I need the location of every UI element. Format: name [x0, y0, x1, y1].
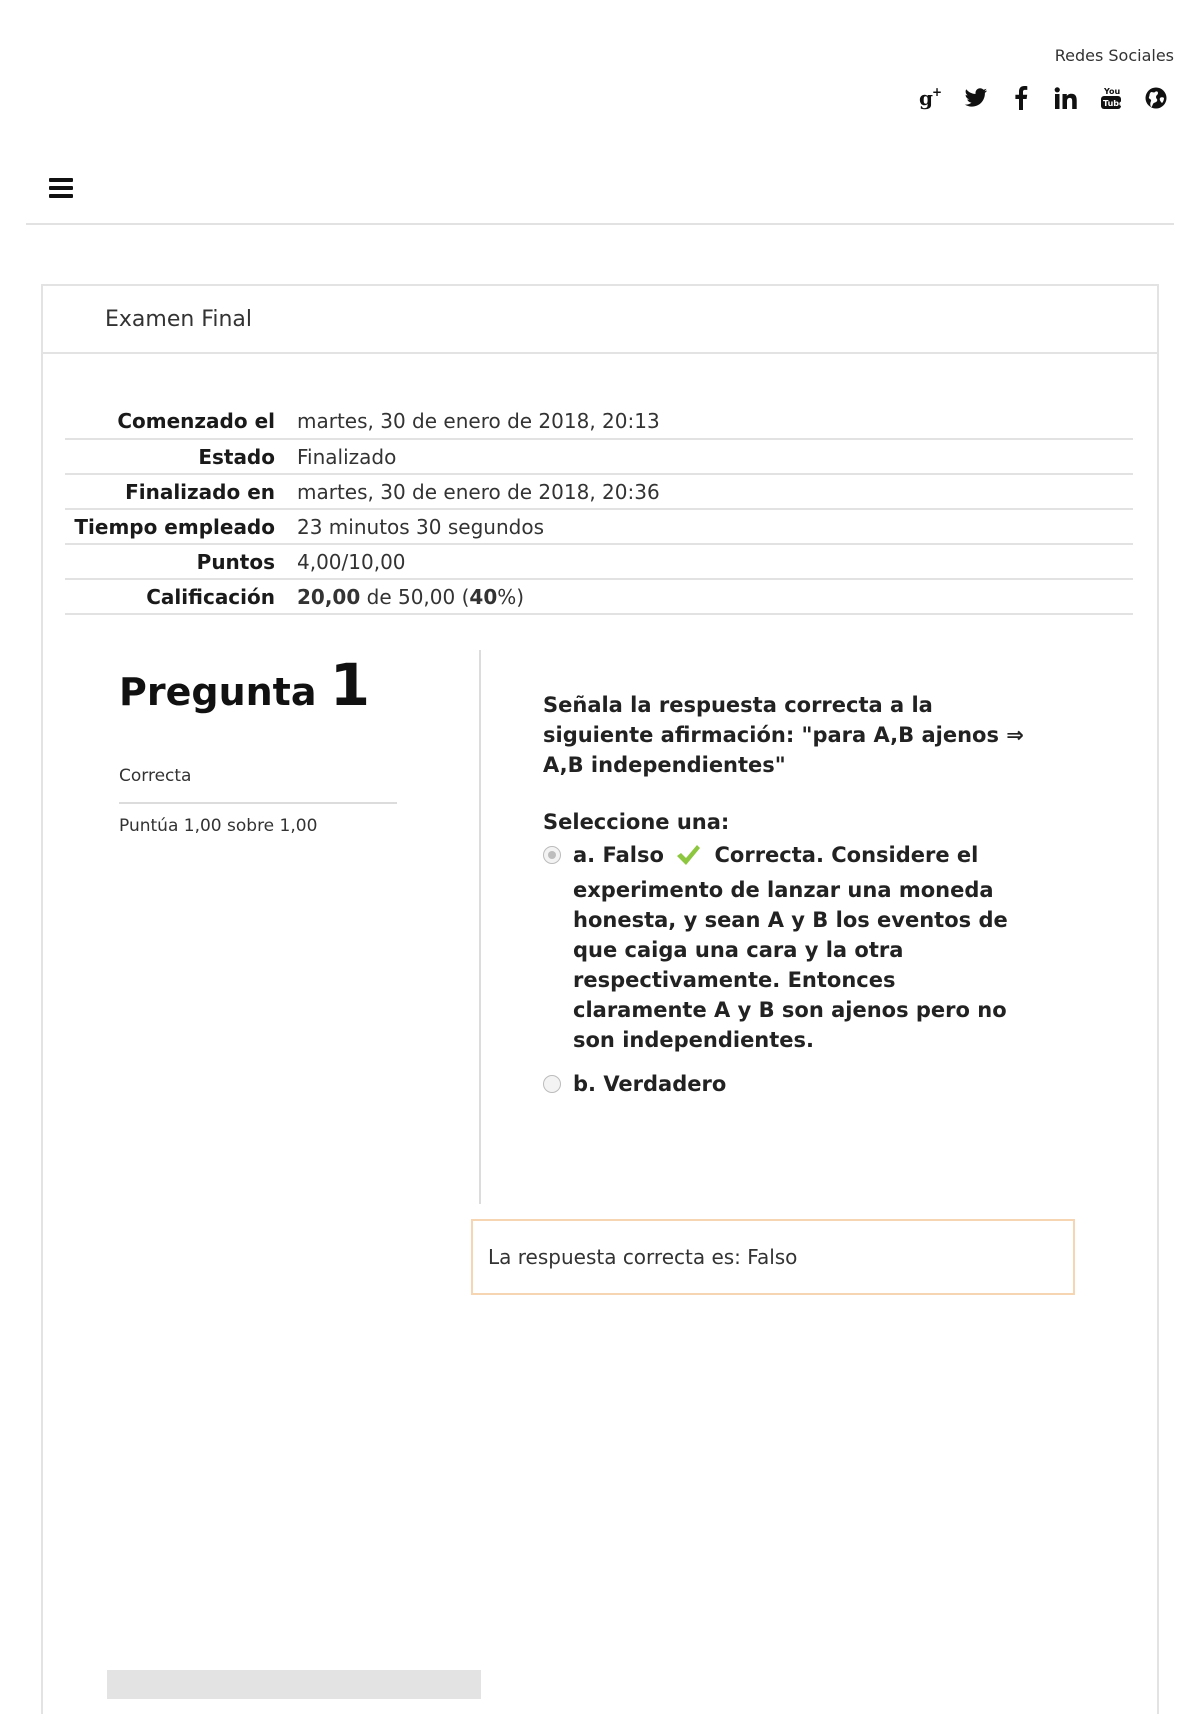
grade-end: %)	[497, 584, 525, 609]
summary-row	[65, 544, 1133, 579]
summary-value: 23 minutos 30 segundos	[297, 509, 1133, 544]
answer-a-label: a. Falso	[573, 843, 664, 867]
youtube-icon[interactable]	[1088, 82, 1133, 114]
answer-option-b[interactable]	[543, 1069, 1033, 1099]
linkedin-icon[interactable]	[1043, 82, 1088, 114]
answer-option-a[interactable]	[543, 840, 1033, 1055]
correct-check-icon	[675, 843, 701, 875]
summary-value: Finalizado	[297, 439, 1133, 474]
question-grade: Puntúa 1,00 sobre 1,00	[119, 816, 318, 836]
summary-label: Puntos	[65, 544, 297, 579]
globe-icon[interactable]	[1133, 82, 1178, 114]
answer-a-radio[interactable]	[543, 846, 561, 864]
bottom-navigation-block	[107, 1670, 481, 1699]
hamburger-menu-icon[interactable]	[49, 178, 73, 200]
grade-value	[297, 579, 1133, 614]
summary-value: 4,00/10,00	[297, 544, 1133, 579]
summary-value: martes, 30 de enero de 2018, 20:13	[297, 404, 1133, 439]
correct-answer-feedback: La respuesta correcta es: Falso	[471, 1219, 1075, 1295]
question-divider	[479, 650, 481, 1204]
summary-row	[65, 404, 1133, 439]
summary-row	[65, 474, 1133, 509]
svg-text:+: +	[931, 85, 942, 99]
summary-row	[65, 509, 1133, 544]
question-status: Correcta	[119, 766, 397, 804]
question-number: 1	[329, 651, 371, 719]
summary-label: Finalizado en	[65, 474, 297, 509]
facebook-icon[interactable]	[998, 82, 1043, 114]
question-info	[119, 651, 397, 836]
answer-a-feedback: Correcta. Considere el experimento de lanzar una moneda honesta, y sean A y B los eventos de que caiga una cara y la otra respectivamente. Entonces claramente A y B son ajenos pero no son independientes.	[573, 843, 1008, 1052]
question-title	[119, 651, 397, 719]
summary-label: Tiempo empleado	[65, 509, 297, 544]
google-plus-icon[interactable]	[908, 82, 953, 114]
panel-title: Examen Final	[43, 286, 1157, 354]
svg-text:g: g	[918, 86, 933, 110]
answer-b-radio[interactable]	[543, 1075, 561, 1093]
social-title: Redes Sociales	[1054, 46, 1174, 65]
attempt-summary-table	[65, 404, 1133, 615]
summary-row	[65, 439, 1133, 474]
grade-middle: de 50,00 (	[360, 584, 470, 609]
question-title-word: Pregunta	[119, 670, 317, 714]
svg-text:Tube: Tube	[1102, 99, 1124, 108]
summary-value: martes, 30 de enero de 2018, 20:36	[297, 474, 1133, 509]
select-label: Seleccione una:	[543, 810, 730, 834]
grade-percent: 40	[469, 584, 498, 609]
summary-label: Comenzado el	[65, 404, 297, 439]
header-divider	[26, 223, 1174, 225]
grade-score: 20,00	[297, 584, 361, 609]
summary-label: Estado	[65, 439, 297, 474]
answer-b-label: b. Verdadero	[573, 1072, 727, 1096]
question-text: Señala la respuesta correcta a la siguiente afirmación: "para A,B ajenos ⇒ A,B independientes"	[543, 693, 1024, 777]
svg-text:You: You	[1103, 87, 1120, 96]
question-content	[543, 690, 1033, 1099]
social-links	[908, 82, 1178, 114]
quiz-review-panel	[41, 284, 1159, 1714]
summary-label: Calificación	[65, 579, 297, 614]
twitter-icon[interactable]	[953, 82, 998, 114]
summary-row-grade	[65, 579, 1133, 614]
